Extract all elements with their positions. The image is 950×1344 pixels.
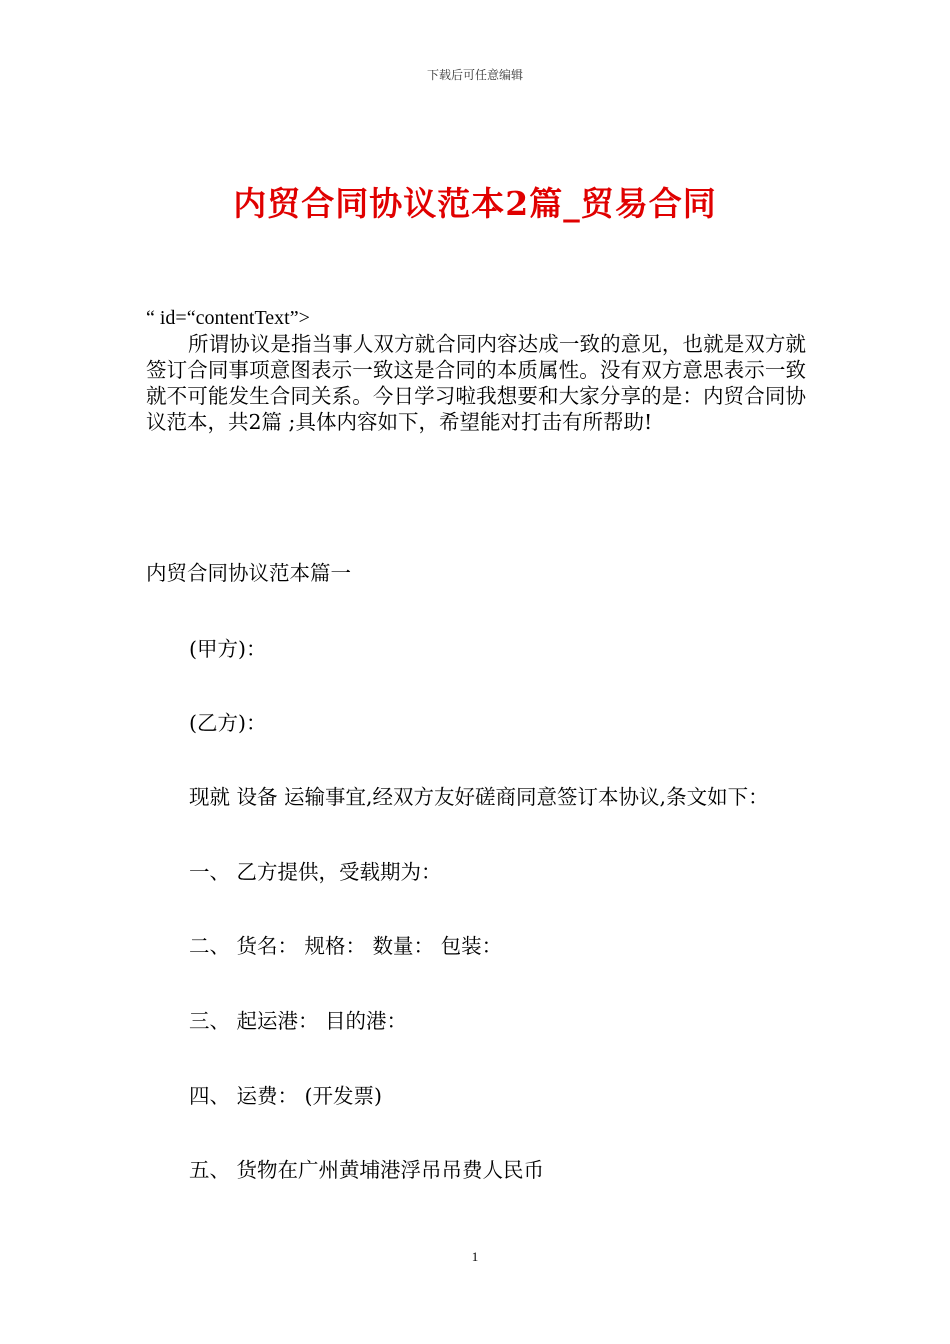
- clause-item: 三、 起运港： 目的港：: [189, 1009, 408, 1033]
- party-b-line: (乙方)：: [189, 711, 267, 735]
- clause-item: 四、 运费： (开发票): [189, 1084, 383, 1108]
- clause-item: 二、 货名： 规格： 数量： 包装：: [189, 934, 503, 958]
- page-number: 1: [471, 1249, 479, 1264]
- code-fragment: “ id=“contentText”>: [146, 307, 310, 329]
- preamble-line: 现就 设备 运输事宜,经双方友好磋商同意签订本协议,条文如下：: [189, 785, 769, 809]
- page-header: 下载后可任意编辑: [426, 68, 523, 82]
- clause-item: 五、 货物在广州黄埔港浮吊吊费人民币: [189, 1158, 545, 1182]
- document-title: 内贸合同协议范本2篇_贸易合同: [233, 184, 717, 223]
- clause-item: 一、 乙方提供，受载期为：: [189, 860, 442, 884]
- section-heading: 内贸合同协议范本篇一: [146, 561, 351, 585]
- intro-paragraph: 所谓协议是指当事人双方就合同内容达成一致的意见，也就是双方就签订合同事项意图表示一致这是合同的本质属性。没有双方意思表示一致就不可能发生合同关系。今日学习啦我想要和大家分享的是：内贸合同协议范本，共2篇 ;具体内容如下，希望能对打击有所帮助!: [146, 332, 806, 434]
- party-a-line: (甲方)：: [189, 637, 267, 661]
